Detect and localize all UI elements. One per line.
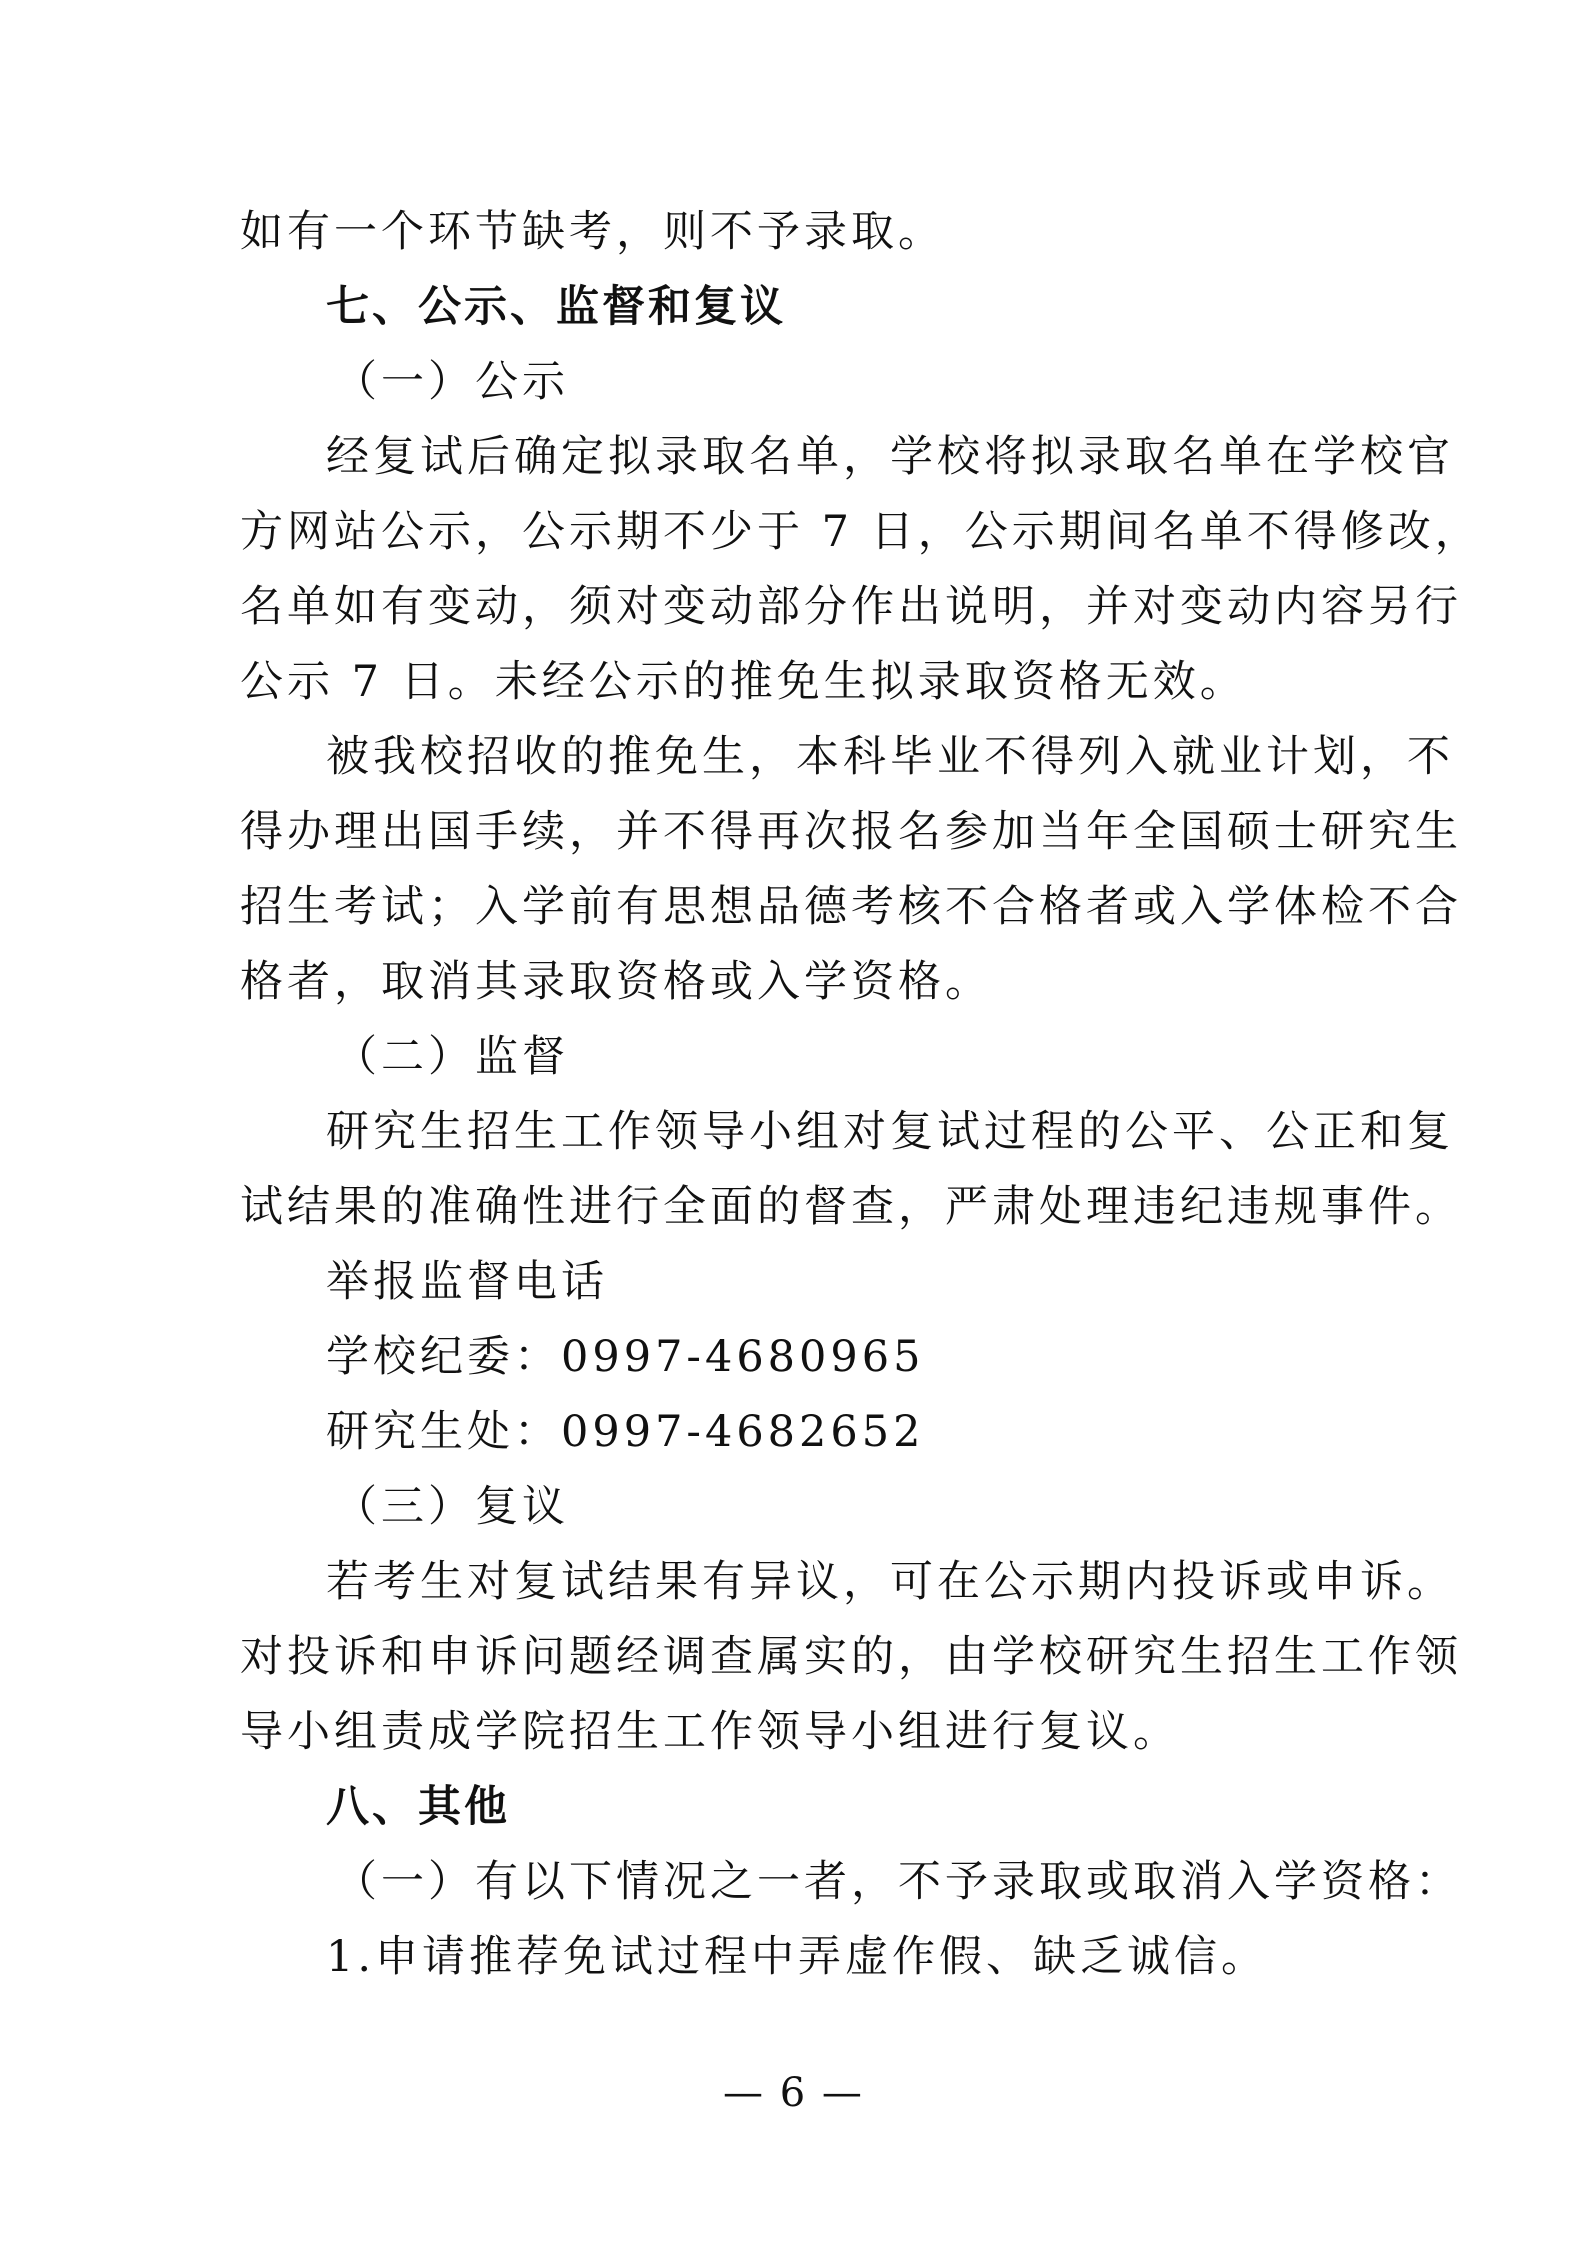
- subheading-publicity: （一）公示: [334, 357, 569, 407]
- paragraph-line: 若考生对复试结果有异议，可在公示期内投诉或申诉。: [326, 1557, 1454, 1607]
- section-heading-8: 八、其他: [326, 1782, 510, 1832]
- paragraph-line: 格者，取消其录取资格或入学资格。: [240, 957, 992, 1007]
- page-number: — 6 —: [723, 2070, 864, 2116]
- paragraph-line: 导小组责成学院招生工作领导小组进行复议。: [240, 1707, 1180, 1757]
- paragraph-line: 招生考试；入学前有思想品德考核不合格者或入学体检不合: [240, 882, 1462, 932]
- paragraph-line: 公示 7 日。未经公示的推免生拟录取资格无效。: [240, 657, 1247, 707]
- paragraph-line: 1.申请推荐免试过程中弄虚作假、缺乏诚信。: [326, 1932, 1269, 1982]
- paragraph-line: 经复试后确定拟录取名单，学校将拟录取名单在学校官: [326, 432, 1454, 482]
- paragraph-line: 试结果的准确性进行全面的督查，严肃处理违纪违规事件。: [240, 1182, 1462, 1232]
- paragraph-line: （一）有以下情况之一者，不予录取或取消入学资格：: [334, 1857, 1462, 1907]
- paragraph-line: 得办理出国手续，并不得再次报名参加当年全国硕士研究生: [240, 807, 1462, 857]
- hotline-discipline-committee: 学校纪委：0997-4680965: [326, 1332, 925, 1382]
- paragraph-line: 被我校招收的推免生，本科毕业不得列入就业计划，不: [326, 732, 1454, 782]
- document-body: [240, 195, 1482, 1995]
- paragraph-line: 研究生招生工作领导小组对复试过程的公平、公正和复: [326, 1107, 1454, 1157]
- subheading-review: （三）复议: [334, 1482, 569, 1532]
- paragraph-line: 对投诉和申诉问题经调查属实的，由学校研究生招生工作领: [240, 1632, 1462, 1682]
- subheading-supervision: （二）监督: [334, 1032, 569, 1082]
- paragraph-line: 方网站公示，公示期不少于 7 日，公示期间名单不得修改，: [240, 507, 1482, 557]
- hotline-graduate-office: 研究生处：0997-4682652: [326, 1407, 925, 1457]
- paragraph-line: 名单如有变动，须对变动部分作出说明，并对变动内容另行: [240, 582, 1462, 632]
- section-heading-7: 七、公示、监督和复议: [326, 282, 786, 332]
- hotline-title: 举报监督电话: [326, 1257, 608, 1307]
- paragraph-line: 如有一个环节缺考，则不予录取。: [240, 207, 945, 257]
